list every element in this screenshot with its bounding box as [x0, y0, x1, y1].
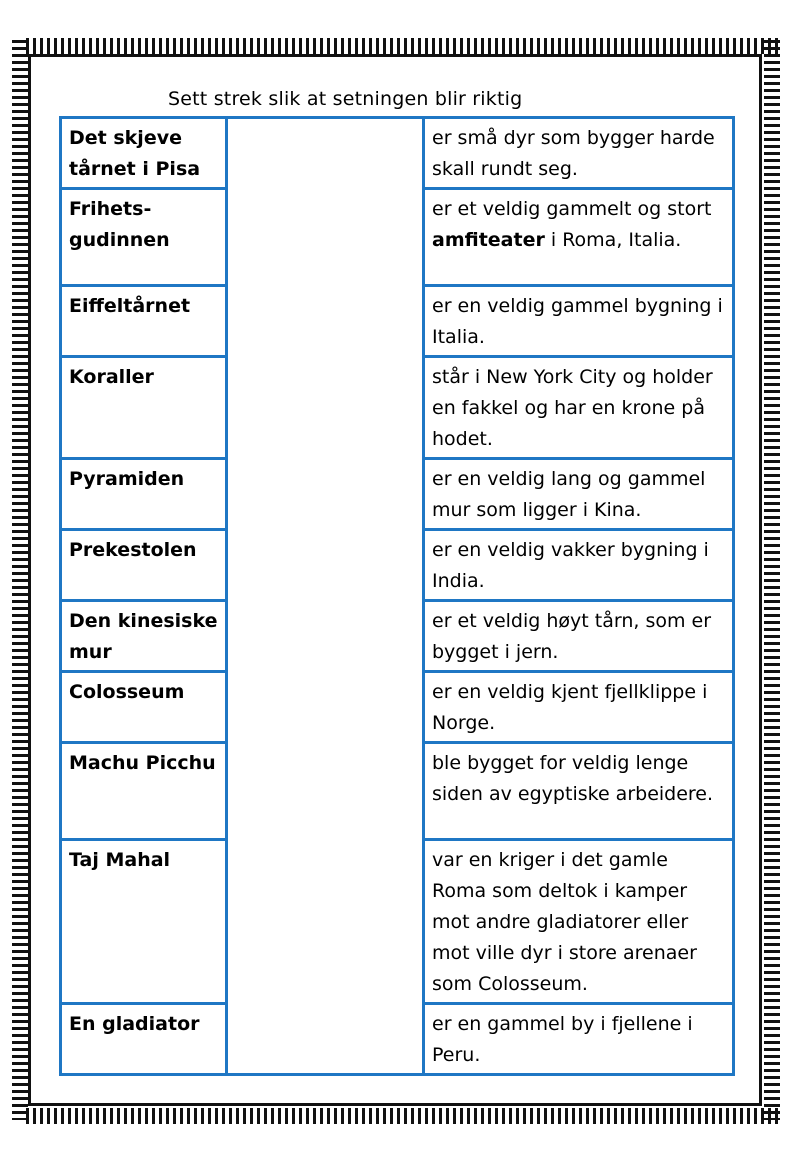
left-cell: Koraller	[61, 357, 227, 459]
left-cell: Det skjeve tårnet i Pisa	[61, 118, 227, 189]
left-cell: Frihets-gudinnen	[61, 189, 227, 286]
left-cell: Taj Mahal	[61, 840, 227, 1004]
left-cell: Colosseum	[61, 672, 227, 743]
decorative-border-left	[12, 40, 28, 1120]
right-cell: var en kriger i det gamle Roma som deltok i kamper mot andre gladiatorer eller mot ville dyr i store arenaer som Colosseum.	[424, 840, 734, 1004]
left-cell: Eiffeltårnet	[61, 286, 227, 357]
right-cell: er en veldig gammel bygning i Italia.	[424, 286, 734, 357]
left-cell: Den kinesiske mur	[61, 601, 227, 672]
right-cell-text-end: i Roma, Italia.	[544, 229, 682, 251]
right-cell: er en veldig vakker bygning i India.	[424, 530, 734, 601]
left-cell: Prekestolen	[61, 530, 227, 601]
right-cell	[424, 189, 734, 286]
decorative-border-right	[764, 40, 780, 1120]
right-cell: er små dyr som bygger harde skall rundt seg.	[424, 118, 734, 189]
decorative-border-bottom	[26, 1108, 778, 1124]
right-cell: står i New York City og holder en fakkel og har en krone på hodet.	[424, 357, 734, 459]
right-cell: er en veldig kjent fjellklippe i Norge.	[424, 672, 734, 743]
right-cell: er en gammel by i fjellene i Peru.	[424, 1004, 734, 1075]
right-cell: er en veldig lang og gammel mur som ligger i Kina.	[424, 459, 734, 530]
table-row	[61, 118, 734, 189]
right-cell-bold-word: amfiteater	[432, 229, 545, 251]
matching-table	[59, 116, 735, 1076]
left-cell: En gladiator	[61, 1004, 227, 1075]
worksheet-title: Sett strek slik at setningen blir riktig	[168, 88, 523, 110]
right-cell-text-start: er et veldig gammelt og stort	[432, 198, 712, 220]
left-cell: Machu Picchu	[61, 743, 227, 840]
decorative-border-top	[26, 38, 778, 54]
left-cell: Pyramiden	[61, 459, 227, 530]
right-cell: ble bygget for veldig lenge siden av egyptiske arbeidere.	[424, 743, 734, 840]
line-drawing-area[interactable]	[227, 118, 424, 1075]
right-cell: er et veldig høyt tårn, som er bygget i jern.	[424, 601, 734, 672]
